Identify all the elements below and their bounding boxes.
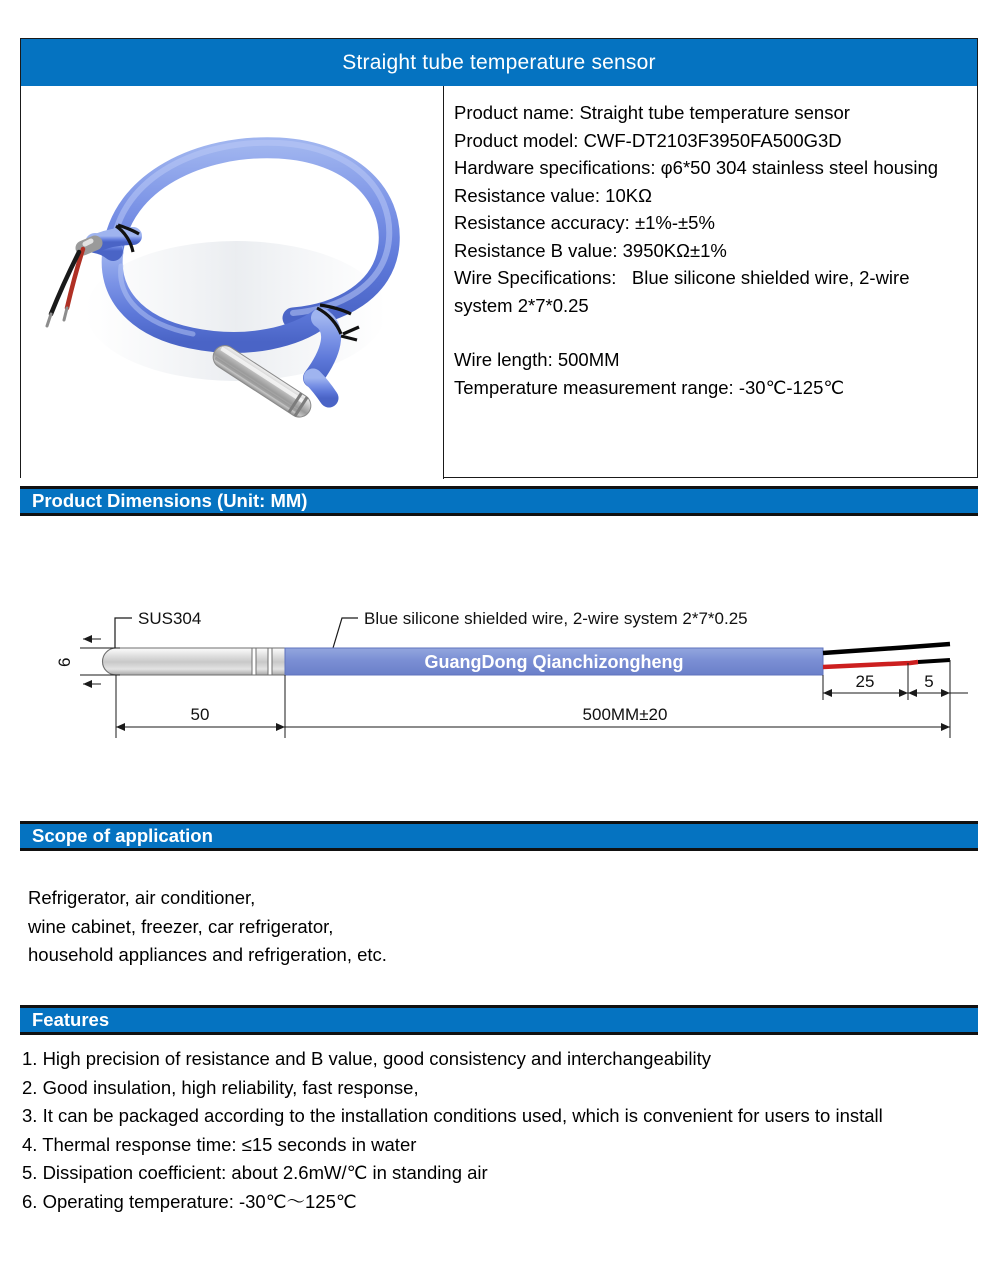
spec-spacer	[454, 319, 967, 346]
feature-item: 1. High precision of resistance and B value, good consistency and interchangeability	[22, 1048, 712, 1069]
wire-red-strip	[918, 660, 950, 662]
page-title: Straight tube temperature sensor	[342, 50, 656, 74]
scope-line: Refrigerator, air conditioner,	[28, 887, 256, 908]
spec-product-model: Product model: CWF-DT2103F3950FA500G3D	[454, 129, 842, 151]
wire-red	[823, 662, 918, 667]
scope-line: household appliances and refrigeration, etc.	[28, 944, 387, 965]
section-header-features	[20, 1005, 978, 1035]
page-title-bar	[21, 39, 977, 86]
feature-item: 2. Good insulation, high reliability, fast response,	[22, 1076, 419, 1098]
section-title-features: Features	[32, 1009, 110, 1030]
feature-item: 3. It can be packaged according to the installation conditions used, which is convenient for users to install	[22, 1105, 883, 1126]
section-header-dimensions	[20, 486, 978, 516]
features-list	[22, 1045, 978, 1216]
spec-resistance-accuracy: Resistance accuracy: ±1%-±5%	[454, 212, 715, 233]
scope-line: wine cabinet, freezer, car refrigerator,	[28, 915, 334, 937]
section-header-scope	[20, 821, 978, 851]
scope-text-block	[28, 884, 728, 970]
spec-resistance-b-value: Resistance B value: 3950KΩ±1%	[454, 239, 727, 261]
drawing-label-sus304: SUS304	[138, 609, 202, 628]
product-photo	[21, 86, 443, 479]
section-title-dimensions: Product Dimensions (Unit: MM)	[32, 490, 308, 511]
feature-item: 4. Thermal response time: ≤15 seconds in water	[22, 1133, 417, 1155]
section-title-scope: Scope of application	[32, 825, 213, 846]
dim-diameter-label: 6	[55, 657, 74, 667]
spec-product-name: Product name: Straight tube temperature sensor	[454, 102, 850, 123]
dimension-drawing	[20, 560, 978, 775]
feature-item: 5. Dissipation coefficient: about 2.6mW/℃ in standing air	[22, 1162, 488, 1183]
cable-brand-text: GuangDong Qianchizongheng	[424, 652, 684, 672]
product-photo-image	[21, 86, 443, 479]
dim-probe-length-label: 50	[190, 705, 210, 724]
dim-strip-label: 5	[924, 672, 934, 691]
product-overview-block	[20, 38, 978, 478]
feature-item: 6. Operating temperature: -30℃～125℃	[22, 1190, 357, 1212]
dim-total-length-label: 500MM±20	[582, 705, 668, 724]
spec-temp-range: Temperature measurement range: -30℃-125℃	[454, 376, 845, 398]
wire-black	[823, 644, 950, 653]
spec-hardware: Hardware specifications: φ6*50 304 stainless steel housing	[454, 157, 939, 178]
dim-wire-exposed-label: 25	[855, 672, 875, 691]
specification-list	[444, 86, 977, 479]
spec-resistance-value: Resistance value: 10KΩ	[454, 184, 652, 206]
spec-wire-length: Wire length: 500MM	[454, 349, 620, 370]
probe-body	[103, 648, 257, 675]
spec-wire: Wire Specifications: Blue silicone shielded wire, 2-wire system 2*7*0.25	[454, 267, 915, 316]
drawing-label-wire: Blue silicone shielded wire, 2-wire system 2*7*0.25	[364, 609, 748, 628]
dimension-drawing-svg	[20, 560, 978, 775]
